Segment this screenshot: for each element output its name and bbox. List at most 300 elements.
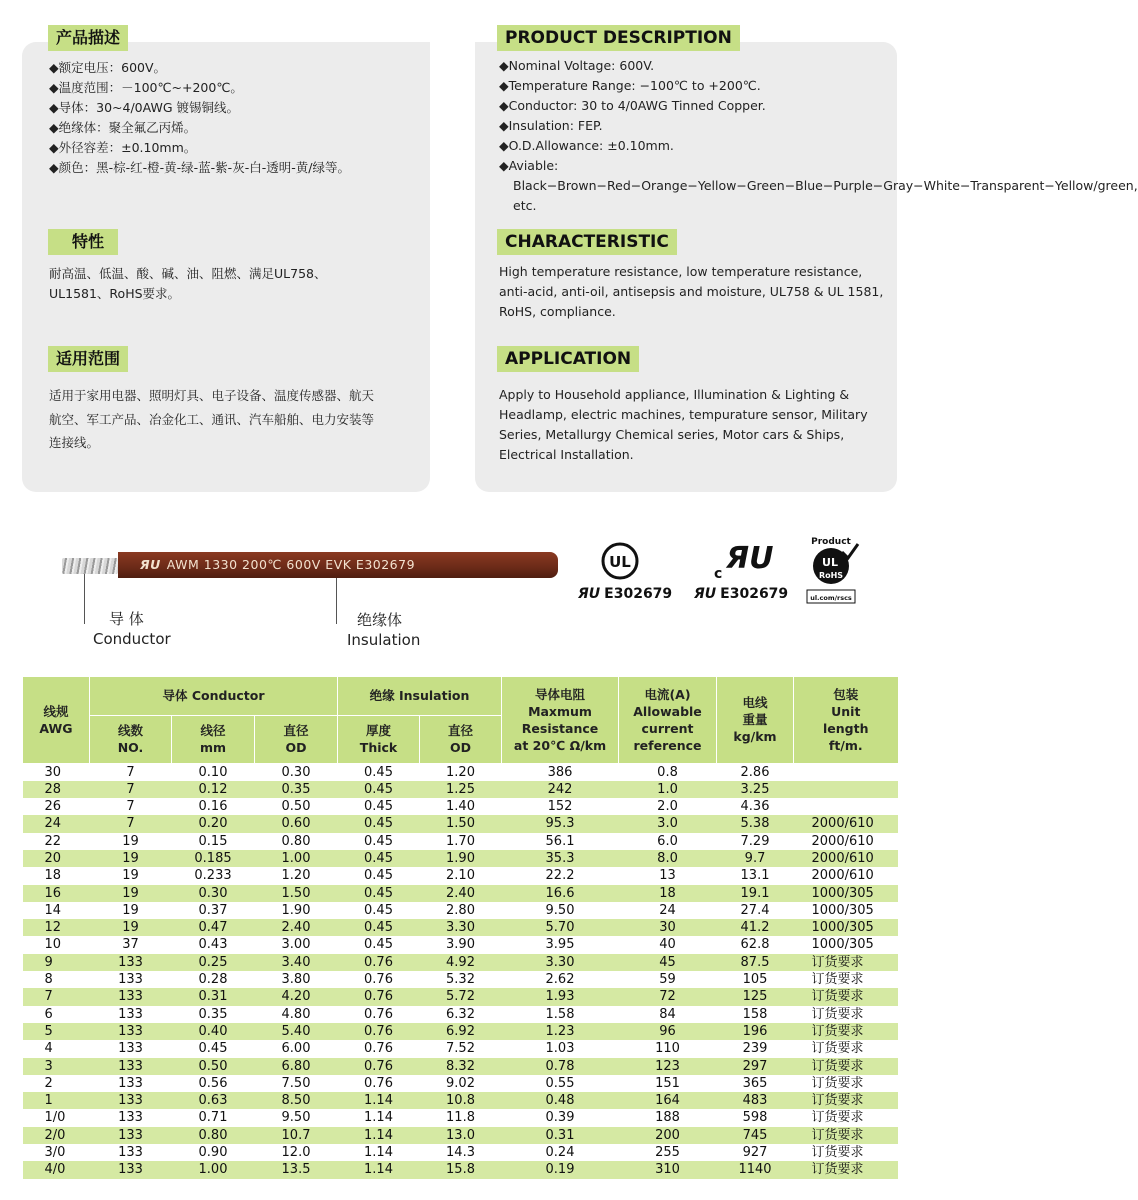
cell-awg: 3 bbox=[23, 1058, 90, 1075]
table-row bbox=[23, 919, 898, 936]
cell-current: 200 bbox=[619, 1127, 717, 1144]
en-characteristic-text: High temperature resistance, low temperature resistance, anti-acid, anti-oil, antisepsis and moisture, UL758 & UL 1581, RoHS, compliance. bbox=[499, 264, 884, 319]
cell-strand-diameter: 0.45 bbox=[198, 1041, 228, 1057]
cell-conductor-od: 0.60 bbox=[255, 815, 338, 832]
cell-current: 1.0 bbox=[619, 781, 717, 798]
cell-conductor-od: 2.40 bbox=[255, 919, 338, 936]
cell-strand-diameter: 0.47 bbox=[172, 919, 255, 936]
cell-strand-diameter: 0.20 bbox=[172, 815, 255, 832]
header-unit-length: 包装 Unit length ft/m. bbox=[794, 677, 898, 763]
cell-insulation-od: 1.25 bbox=[420, 781, 502, 798]
table-row bbox=[23, 902, 898, 919]
cell-unit-length: 1000/305 bbox=[794, 885, 898, 902]
cell-current: 84 bbox=[659, 1006, 676, 1022]
cell-conductor-od: 12.0 bbox=[281, 1145, 311, 1161]
cul-mark-icon bbox=[710, 536, 780, 584]
cell-current: 151 bbox=[655, 1075, 680, 1091]
cell-current: 310 bbox=[619, 1161, 717, 1178]
cell-current: 2.0 bbox=[657, 799, 678, 815]
cell-strand-count: 133 bbox=[118, 972, 143, 988]
cell-resistance: 2.62 bbox=[545, 972, 575, 988]
cell-conductor-od: 1.50 bbox=[255, 885, 338, 902]
cell-strand-diameter: 0.40 bbox=[172, 1023, 255, 1040]
en-application-text: Apply to Household appliance, Illumination & Lighting & Headlamp, electric machines, tempurature sensor, Military Series, Metallurgy Chemical series, Motor cars & Ships, Electrical Installation. bbox=[499, 387, 868, 462]
cell-current: 18 bbox=[619, 885, 717, 902]
cell-strand-diameter: 0.10 bbox=[198, 764, 228, 780]
cell-strand-diameter: 0.28 bbox=[198, 972, 228, 988]
cell-strand-count: 133 bbox=[118, 1075, 143, 1091]
cable-insulation-image bbox=[118, 552, 558, 578]
svg-text:UL: UL bbox=[609, 553, 631, 571]
cell-insulation-od: 7.52 bbox=[446, 1041, 475, 1057]
description-item: ◆Temperature Range: −100℃ to +200℃. bbox=[499, 78, 761, 93]
cell-insulation-od: 1.50 bbox=[420, 815, 502, 832]
cell-strand-count: 133 bbox=[90, 1058, 172, 1075]
cell-strand-count: 19 bbox=[90, 919, 172, 936]
description-item: ◆O.D.Allowance: ±0.10mm. bbox=[499, 138, 674, 153]
cell-weight: 87.5 bbox=[717, 954, 794, 971]
cell-strand-count: 133 bbox=[90, 988, 172, 1005]
cell-unit-length: 订货要求 bbox=[811, 1110, 864, 1126]
cell-insulation-thick: 0.45 bbox=[338, 850, 420, 867]
cell-insulation-thick: 1.14 bbox=[364, 1145, 393, 1161]
cell-insulation-thick: 0.45 bbox=[338, 781, 420, 798]
cell-insulation-thick: 0.45 bbox=[338, 919, 420, 936]
cell-resistance: 0.24 bbox=[545, 1145, 575, 1161]
cell-insulation-thick: 0.76 bbox=[364, 1006, 393, 1022]
table-row bbox=[23, 1058, 898, 1075]
cell-current: 0.8 bbox=[657, 764, 678, 780]
svg-text:ul.com/rscs: ul.com/rscs bbox=[810, 594, 852, 602]
cell-awg: 22 bbox=[44, 833, 62, 849]
cell-insulation-od: 1.90 bbox=[420, 850, 502, 867]
cell-conductor-od: 1.90 bbox=[281, 902, 311, 918]
cell-insulation-thick: 1.14 bbox=[338, 1127, 420, 1144]
cn-application-text: 适用于家用电器、照明灯具、电子设备、温度传感器、航天航空、军工产品、冶金化工、通讯、汽车船舶、电力安装等连接线。 bbox=[49, 388, 375, 450]
description-item: ◆Aviable: Black−Brown−Red−Orange−Yellow−Green−Blue−Purple−Gray−White−Transparent−Yellow/green, etc. bbox=[499, 158, 1138, 213]
ul-rohs-product-logo bbox=[804, 534, 858, 612]
table-row bbox=[23, 833, 898, 850]
cell-conductor-od: 9.50 bbox=[281, 1110, 311, 1126]
cell-unit-length: 订货要求 bbox=[794, 988, 898, 1005]
cell-current: 3.0 bbox=[619, 815, 717, 832]
cell-unit-length: 订货要求 bbox=[794, 1023, 898, 1040]
table-row bbox=[23, 954, 898, 971]
cell-conductor-od: 1.00 bbox=[255, 850, 338, 867]
cell-conductor-od: 0.30 bbox=[281, 764, 311, 780]
ul-circle-icon bbox=[598, 540, 644, 582]
cell-conductor-od: 0.35 bbox=[255, 781, 338, 798]
cell-resistance: 3.95 bbox=[545, 937, 575, 953]
cell-current: 6.0 bbox=[657, 833, 678, 849]
cul-recognized-logo bbox=[710, 536, 780, 588]
cell-resistance: 152 bbox=[547, 799, 573, 815]
cell-strand-count: 7 bbox=[126, 764, 135, 780]
cell-insulation-od: 5.32 bbox=[446, 972, 475, 988]
cell-resistance: 0.39 bbox=[545, 1110, 575, 1126]
cell-unit-length: 2000/610 bbox=[794, 850, 898, 867]
cell-awg: 6 bbox=[44, 1006, 53, 1022]
header-strand-count: 线数 NO. bbox=[90, 715, 172, 763]
cell-insulation-od: 1.20 bbox=[446, 764, 475, 780]
cell-awg: 10 bbox=[44, 937, 62, 953]
cell-insulation-od: 14.3 bbox=[446, 1145, 475, 1161]
table-row bbox=[23, 1006, 898, 1023]
svg-text:ЯU: ЯU bbox=[726, 541, 774, 576]
cell-weight: 927 bbox=[742, 1145, 768, 1161]
cell-awg: 1/0 bbox=[44, 1110, 66, 1126]
cell-weight: 3.25 bbox=[717, 781, 794, 798]
cell-insulation-od: 11.8 bbox=[446, 1110, 475, 1126]
description-item: ◆Nominal Voltage: 600V. bbox=[499, 58, 655, 73]
cell-strand-diameter: 0.71 bbox=[198, 1110, 228, 1126]
table-row bbox=[23, 798, 898, 815]
cell-resistance: 0.48 bbox=[502, 1092, 619, 1109]
en-description-list bbox=[499, 56, 1138, 216]
en-application-title: APPLICATION bbox=[497, 346, 639, 372]
cell-strand-count: 19 bbox=[122, 833, 139, 849]
cell-insulation-thick: 0.76 bbox=[338, 988, 420, 1005]
cell-conductor-od: 3.00 bbox=[281, 937, 311, 953]
cell-strand-count: 7 bbox=[90, 781, 172, 798]
cell-awg: 16 bbox=[23, 885, 90, 902]
cell-resistance: 5.70 bbox=[502, 919, 619, 936]
cell-weight: 27.4 bbox=[740, 902, 770, 918]
cell-weight: 5.38 bbox=[717, 815, 794, 832]
cell-conductor-od: 3.40 bbox=[255, 954, 338, 971]
cell-resistance: 242 bbox=[502, 781, 619, 798]
cable-print-text: AWM 1330 200℃ 600V EVK E302679 bbox=[166, 557, 416, 572]
cell-current: 110 bbox=[655, 1041, 680, 1057]
table-row bbox=[23, 763, 898, 781]
conductor-callout bbox=[93, 609, 171, 649]
cable-print-marking bbox=[140, 552, 415, 578]
cell-conductor-od: 1.20 bbox=[281, 868, 311, 884]
cell-weight: 158 bbox=[742, 1006, 768, 1022]
table-body bbox=[23, 763, 898, 1179]
cell-current: 188 bbox=[655, 1110, 680, 1126]
cell-weight: 9.7 bbox=[717, 850, 794, 867]
cell-weight: 239 bbox=[742, 1041, 768, 1057]
cell-strand-diameter: 0.25 bbox=[172, 954, 255, 971]
cell-insulation-thick: 0.76 bbox=[364, 972, 393, 988]
cell-awg: 4 bbox=[44, 1041, 53, 1057]
conductor-wire-image bbox=[62, 558, 118, 574]
cell-unit-length: 订货要求 bbox=[794, 1092, 898, 1109]
cell-insulation-thick: 1.14 bbox=[364, 1110, 393, 1126]
cell-strand-diameter: 0.50 bbox=[172, 1058, 255, 1075]
cell-current: 255 bbox=[655, 1145, 680, 1161]
cell-unit-length: 1000/305 bbox=[811, 937, 874, 953]
cell-weight: 1140 bbox=[717, 1161, 794, 1178]
cell-weight: 41.2 bbox=[717, 919, 794, 936]
svg-text:Product: Product bbox=[811, 537, 851, 547]
cell-insulation-thick: 0.45 bbox=[364, 833, 393, 849]
description-item: ◆绝缘体：聚全氟乙丙烯。 bbox=[49, 120, 197, 135]
cell-strand-count: 133 bbox=[118, 1006, 143, 1022]
cell-awg: 8 bbox=[44, 972, 53, 988]
cn-description-title: 产品描述 bbox=[48, 25, 128, 51]
cell-unit-length: 订货要求 bbox=[811, 972, 864, 988]
ul-file-number: ЯU E302679 bbox=[578, 586, 673, 602]
cell-conductor-od: 4.20 bbox=[255, 988, 338, 1005]
cell-unit-length bbox=[794, 763, 898, 781]
header-insulation-group: 绝缘 Insulation bbox=[338, 677, 502, 715]
cell-strand-diameter: 0.43 bbox=[198, 937, 228, 953]
cell-strand-count: 19 bbox=[90, 885, 172, 902]
cell-awg: 5 bbox=[23, 1023, 90, 1040]
cell-insulation-od: 2.80 bbox=[446, 902, 475, 918]
table-row bbox=[23, 815, 898, 832]
cell-unit-length: 订货要求 bbox=[811, 1041, 864, 1057]
cell-insulation-thick: 1.14 bbox=[338, 1161, 420, 1178]
cell-unit-length bbox=[794, 781, 898, 798]
cell-current: 123 bbox=[619, 1058, 717, 1075]
cell-current: 45 bbox=[619, 954, 717, 971]
cell-strand-diameter: 0.37 bbox=[198, 902, 228, 918]
cell-conductor-od: 4.80 bbox=[281, 1006, 311, 1022]
cell-conductor-od: 8.50 bbox=[255, 1092, 338, 1109]
cell-current: 8.0 bbox=[619, 850, 717, 867]
cell-unit-length: 2000/610 bbox=[811, 868, 874, 884]
cell-resistance: 386 bbox=[547, 764, 573, 780]
cell-current: 13 bbox=[659, 868, 676, 884]
cell-current: 30 bbox=[619, 919, 717, 936]
cell-resistance: 0.55 bbox=[545, 1075, 575, 1091]
cell-insulation-thick: 0.45 bbox=[338, 815, 420, 832]
cell-unit-length: 2000/610 bbox=[794, 815, 898, 832]
description-item: ◆导体：30~4/0AWG 镀锡铜线。 bbox=[49, 100, 239, 115]
cell-insulation-thick: 0.76 bbox=[338, 1023, 420, 1040]
cell-awg: 9 bbox=[23, 954, 90, 971]
cell-current: 96 bbox=[619, 1023, 717, 1040]
header-weight: 电线 重量 kg/km bbox=[717, 677, 794, 763]
cell-unit-length: 订货要求 bbox=[794, 954, 898, 971]
table-row bbox=[23, 1040, 898, 1057]
cell-resistance: 9.50 bbox=[545, 902, 575, 918]
cell-weight: 745 bbox=[717, 1127, 794, 1144]
cell-awg: 14 bbox=[44, 902, 62, 918]
cell-unit-length: 订货要求 bbox=[811, 1145, 864, 1161]
cell-strand-diameter: 0.56 bbox=[198, 1075, 228, 1091]
cn-application-title: 适用范围 bbox=[48, 346, 128, 372]
cell-weight: 105 bbox=[742, 972, 768, 988]
insulation-en-label: Insulation bbox=[347, 631, 421, 649]
cell-insulation-thick: 0.45 bbox=[338, 885, 420, 902]
cell-strand-diameter: 0.80 bbox=[172, 1127, 255, 1144]
header-conductor-od: 直径 OD bbox=[255, 715, 338, 763]
cell-strand-count: 19 bbox=[122, 902, 139, 918]
cell-resistance: 1.23 bbox=[502, 1023, 619, 1040]
insulation-callout bbox=[347, 610, 420, 650]
cell-strand-count: 133 bbox=[90, 1161, 172, 1178]
table-row bbox=[23, 1144, 898, 1161]
cn-characteristic-title: 特性 bbox=[48, 229, 118, 255]
cell-awg: 28 bbox=[23, 781, 90, 798]
header-insulation-thick: 厚度 Thick bbox=[338, 715, 420, 763]
cell-insulation-od: 10.8 bbox=[420, 1092, 502, 1109]
cell-conductor-od: 3.80 bbox=[281, 972, 311, 988]
cell-awg: 1 bbox=[23, 1092, 90, 1109]
description-item: ◆Insulation: FEP. bbox=[499, 118, 603, 133]
cell-unit-length: 订货要求 bbox=[794, 1161, 898, 1178]
cell-awg: 12 bbox=[23, 919, 90, 936]
en-characteristic-title: CHARACTERISTIC bbox=[497, 229, 677, 255]
cell-current: 59 bbox=[659, 972, 676, 988]
cell-resistance: 0.19 bbox=[502, 1161, 619, 1178]
cell-unit-length: 订货要求 bbox=[794, 1127, 898, 1144]
cell-strand-count: 133 bbox=[118, 1145, 143, 1161]
description-item: ◆外径容差：±0.10mm。 bbox=[49, 140, 197, 155]
cell-strand-diameter: 1.00 bbox=[172, 1161, 255, 1178]
cell-awg: 3/0 bbox=[44, 1145, 66, 1161]
cell-resistance: 1.93 bbox=[502, 988, 619, 1005]
cell-unit-length: 订货要求 bbox=[811, 1075, 864, 1091]
cell-insulation-od: 1.40 bbox=[446, 799, 475, 815]
cell-insulation-od: 8.32 bbox=[420, 1058, 502, 1075]
cell-resistance: 95.3 bbox=[502, 815, 619, 832]
cell-insulation-od: 1.70 bbox=[446, 833, 475, 849]
cell-insulation-thick: 0.45 bbox=[364, 764, 393, 780]
cell-insulation-od: 6.32 bbox=[446, 1006, 475, 1022]
description-item: ◆颜色：黑-棕-红-橙-黄-绿-蓝-紫-灰-白-透明-黄/绿等。 bbox=[49, 160, 350, 175]
conductor-cn-label: 导 体 bbox=[109, 610, 144, 628]
cell-strand-count: 19 bbox=[90, 850, 172, 867]
cell-insulation-thick: 0.45 bbox=[364, 868, 393, 884]
description-item: ◆温度范围：－100℃~+200℃。 bbox=[49, 80, 243, 95]
cell-strand-count: 133 bbox=[90, 1127, 172, 1144]
cell-weight: 125 bbox=[717, 988, 794, 1005]
header-current: 电流(A) Allowable current reference bbox=[619, 677, 717, 763]
cell-strand-count: 133 bbox=[90, 954, 172, 971]
cell-unit-length: 1000/305 bbox=[811, 902, 874, 918]
cell-conductor-od: 0.80 bbox=[281, 833, 311, 849]
cell-awg: 20 bbox=[23, 850, 90, 867]
cell-strand-diameter: 0.30 bbox=[172, 885, 255, 902]
cell-awg: 30 bbox=[44, 764, 62, 780]
header-strand-diameter: 线径 mm bbox=[172, 715, 255, 763]
svg-text:UL: UL bbox=[822, 556, 838, 569]
cell-current: 164 bbox=[619, 1092, 717, 1109]
ru-mark-icon: ЯU bbox=[578, 586, 601, 602]
cell-resistance: 35.3 bbox=[502, 850, 619, 867]
table-row bbox=[23, 1127, 898, 1144]
cell-strand-diameter: 0.185 bbox=[172, 850, 255, 867]
cell-conductor-od: 7.50 bbox=[281, 1075, 311, 1091]
cell-insulation-od: 4.92 bbox=[420, 954, 502, 971]
cell-awg: 24 bbox=[23, 815, 90, 832]
cell-awg: 7 bbox=[23, 988, 90, 1005]
cru-mark-icon: ЯU bbox=[694, 586, 717, 602]
cell-resistance: 56.1 bbox=[545, 833, 575, 849]
cell-strand-diameter: 0.90 bbox=[198, 1145, 228, 1161]
cell-insulation-od: 3.90 bbox=[446, 937, 475, 953]
cell-weight: 2.86 bbox=[740, 764, 770, 780]
header-conductor-group: 导体 Conductor bbox=[90, 677, 338, 715]
en-description-title: PRODUCT DESCRIPTION bbox=[497, 25, 740, 51]
cell-unit-length: 1000/305 bbox=[794, 919, 898, 936]
cell-conductor-od: 5.40 bbox=[255, 1023, 338, 1040]
table-row bbox=[23, 1161, 898, 1178]
cell-awg: 18 bbox=[44, 868, 62, 884]
cell-strand-diameter: 0.16 bbox=[198, 799, 228, 815]
cell-strand-diameter: 0.233 bbox=[194, 868, 232, 884]
cell-unit-length: 订货要求 bbox=[794, 1058, 898, 1075]
cell-insulation-thick: 0.76 bbox=[338, 1058, 420, 1075]
cell-conductor-od: 10.7 bbox=[255, 1127, 338, 1144]
cell-conductor-od: 13.5 bbox=[255, 1161, 338, 1178]
cell-resistance: 22.2 bbox=[545, 868, 575, 884]
table-row bbox=[23, 885, 898, 902]
cell-awg: 2/0 bbox=[23, 1127, 90, 1144]
cn-characteristic-text: 耐高温、低温、酸、碱、油、阻燃、满足UL758、UL1581、RoHS要求。 bbox=[49, 266, 327, 301]
cell-insulation-od: 15.8 bbox=[420, 1161, 502, 1178]
cell-resistance: 0.31 bbox=[502, 1127, 619, 1144]
cell-insulation-thick: 0.76 bbox=[338, 954, 420, 971]
svg-text:RoHS: RoHS bbox=[818, 571, 844, 580]
header-awg: 线规 AWG bbox=[23, 677, 90, 763]
table-row bbox=[23, 971, 898, 988]
cell-strand-count: 19 bbox=[122, 868, 139, 884]
header-insulation-od: 直径 OD bbox=[420, 715, 502, 763]
cell-unit-length: 2000/610 bbox=[811, 833, 874, 849]
cell-insulation-thick: 1.14 bbox=[338, 1092, 420, 1109]
cell-strand-diameter: 0.35 bbox=[198, 1006, 228, 1022]
cell-current: 72 bbox=[619, 988, 717, 1005]
cell-unit-length: 订货要求 bbox=[811, 1006, 864, 1022]
table-row bbox=[23, 1075, 898, 1092]
ul-listed-logo bbox=[598, 540, 644, 586]
cell-weight: 7.29 bbox=[740, 833, 770, 849]
cell-insulation-od: 5.72 bbox=[420, 988, 502, 1005]
rohs-badge-icon bbox=[804, 534, 858, 608]
cell-current: 24 bbox=[659, 902, 676, 918]
cell-strand-diameter: 0.12 bbox=[172, 781, 255, 798]
insulation-cn-label: 绝缘体 bbox=[357, 611, 403, 629]
table-row bbox=[23, 936, 898, 953]
cell-weight: 4.36 bbox=[740, 799, 770, 815]
cell-unit-length bbox=[794, 798, 898, 815]
cell-resistance: 0.78 bbox=[502, 1058, 619, 1075]
cell-strand-diameter: 0.15 bbox=[198, 833, 228, 849]
table-row bbox=[23, 850, 898, 867]
cell-conductor-od: 6.00 bbox=[281, 1041, 311, 1057]
table-row bbox=[23, 988, 898, 1005]
cell-weight: 598 bbox=[742, 1110, 768, 1126]
cell-resistance: 1.03 bbox=[545, 1041, 575, 1057]
cell-weight: 62.8 bbox=[740, 937, 770, 953]
cell-insulation-od: 6.92 bbox=[420, 1023, 502, 1040]
cell-strand-count: 37 bbox=[122, 937, 139, 953]
insulation-pointer-line bbox=[336, 578, 337, 624]
cell-resistance: 16.6 bbox=[502, 885, 619, 902]
cell-current: 40 bbox=[659, 937, 676, 953]
cell-weight: 297 bbox=[717, 1058, 794, 1075]
cell-insulation-thick: 0.45 bbox=[364, 799, 393, 815]
cell-strand-diameter: 0.63 bbox=[172, 1092, 255, 1109]
table-row bbox=[23, 1109, 898, 1126]
cell-resistance: 3.30 bbox=[502, 954, 619, 971]
table-header bbox=[23, 677, 898, 763]
cell-strand-count: 133 bbox=[118, 1110, 143, 1126]
cell-strand-count: 133 bbox=[118, 1041, 143, 1057]
description-item: ◆额定电压：600V。 bbox=[49, 60, 167, 75]
cell-insulation-od: 2.40 bbox=[420, 885, 502, 902]
cell-strand-count: 133 bbox=[90, 1023, 172, 1040]
cell-strand-count: 7 bbox=[90, 815, 172, 832]
table-row bbox=[23, 867, 898, 884]
ul-mini-logo: ЯU bbox=[140, 557, 161, 572]
